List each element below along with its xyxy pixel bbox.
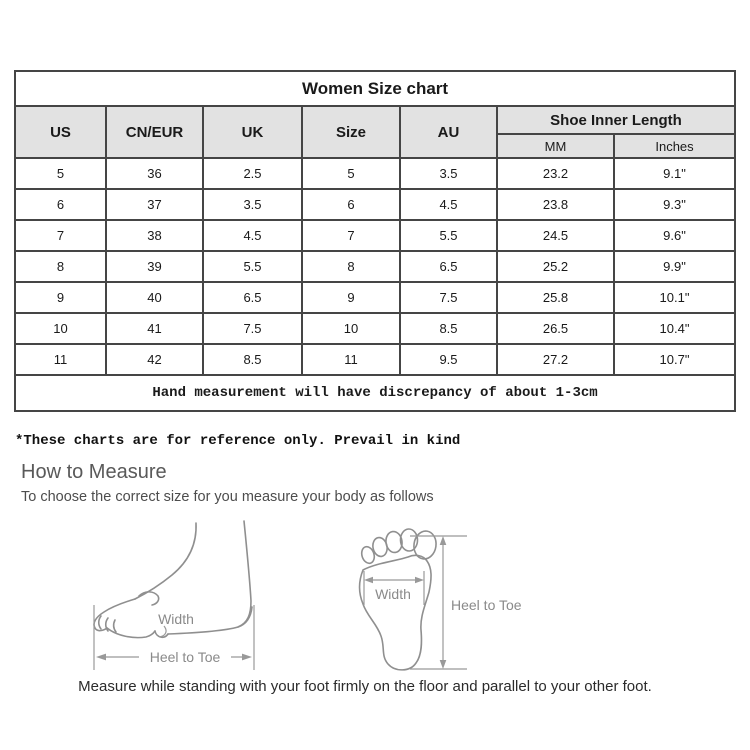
cell-mm: 23.8: [497, 189, 614, 220]
col-header-size: Size: [302, 106, 400, 158]
cell-us: 11: [15, 344, 106, 375]
cell-size: 11: [302, 344, 400, 375]
table-row: [15, 158, 735, 189]
cell-inches: 10.4": [614, 313, 735, 344]
table-row: [15, 220, 735, 251]
footprint-diagram: [352, 513, 564, 677]
cell-au: 9.5: [400, 344, 497, 375]
col-header-uk: UK: [203, 106, 302, 158]
col-header-inner-length: Shoe Inner Length: [497, 106, 735, 134]
width-pointer-line: [159, 626, 166, 637]
footprint-width-label: Width: [375, 586, 411, 602]
cell-uk: 3.5: [203, 189, 302, 220]
cell-au: 6.5: [400, 251, 497, 282]
cell-uk: 7.5: [203, 313, 302, 344]
cell-au: 7.5: [400, 282, 497, 313]
cell-cneur: 39: [106, 251, 203, 282]
cell-mm: 25.8: [497, 282, 614, 313]
cell-cneur: 42: [106, 344, 203, 375]
cell-us: 8: [15, 251, 106, 282]
reference-note: *These charts are for reference only. Prevail in kind: [15, 433, 461, 449]
cell-cneur: 38: [106, 220, 203, 251]
arrow-down-icon: [440, 660, 447, 669]
foot-front-leg-line: [135, 523, 196, 599]
cell-size: 5: [302, 158, 400, 189]
col-header-mm: MM: [497, 134, 614, 158]
cell-inches: 10.1": [614, 282, 735, 313]
table-footnote: Hand measurement will have discrepancy of about 1-3cm: [15, 375, 735, 411]
women-size-chart-table: [14, 70, 736, 412]
col-header-cneur: CN/EUR: [106, 106, 203, 158]
cell-size: 10: [302, 313, 400, 344]
cell-cneur: 37: [106, 189, 203, 220]
measure-caption: Measure while standing with your foot firmly on the floor and parallel to your other foot.: [78, 678, 652, 695]
cell-size: 9: [302, 282, 400, 313]
cell-uk: 6.5: [203, 282, 302, 313]
footprint-length-label: Heel to Toe: [451, 597, 522, 613]
foot-back-leg-line: [238, 521, 251, 627]
table-row: [15, 251, 735, 282]
arrow-up-icon: [440, 536, 447, 545]
cell-au: 4.5: [400, 189, 497, 220]
side-foot-width-label: Width: [158, 611, 194, 627]
how-to-measure-subtitle: To choose the correct size for you measure your body as follows: [21, 489, 434, 505]
table-row: [15, 313, 735, 344]
arrow-right-icon: [242, 654, 252, 661]
cell-au: 5.5: [400, 220, 497, 251]
cell-us: 9: [15, 282, 106, 313]
cell-cneur: 41: [106, 313, 203, 344]
table-row: [15, 344, 735, 375]
cell-us: 5: [15, 158, 106, 189]
cell-inches: 10.7": [614, 344, 735, 375]
cell-size: 6: [302, 189, 400, 220]
table-title: Women Size chart: [15, 71, 735, 106]
cell-us: 6: [15, 189, 106, 220]
table-row: [15, 282, 735, 313]
cell-mm: 26.5: [497, 313, 614, 344]
col-header-inches: Inches: [614, 134, 735, 158]
cell-cneur: 40: [106, 282, 203, 313]
cell-inches: 9.1": [614, 158, 735, 189]
foot-toe-creases: [99, 616, 116, 632]
how-to-measure-heading: How to Measure: [21, 461, 167, 483]
footprint-outline: [360, 555, 431, 670]
cell-inches: 9.6": [614, 220, 735, 251]
col-header-us: US: [15, 106, 106, 158]
col-header-au: AU: [400, 106, 497, 158]
side-foot-diagram: [84, 517, 270, 679]
cell-mm: 23.2: [497, 158, 614, 189]
cell-uk: 4.5: [203, 220, 302, 251]
foot-knuckle-line: [139, 592, 159, 605]
cell-size: 8: [302, 251, 400, 282]
table-row: [15, 189, 735, 220]
cell-inches: 9.3": [614, 189, 735, 220]
side-foot-length-label: Heel to Toe: [149, 649, 221, 665]
arrow-left-icon: [364, 577, 373, 583]
cell-au: 3.5: [400, 158, 497, 189]
cell-mm: 24.5: [497, 220, 614, 251]
cell-size: 7: [302, 220, 400, 251]
cell-us: 7: [15, 220, 106, 251]
cell-uk: 5.5: [203, 251, 302, 282]
arrow-left-icon: [96, 654, 106, 661]
foot-toe-outline: [94, 599, 135, 631]
cell-mm: 25.2: [497, 251, 614, 282]
cell-uk: 8.5: [203, 344, 302, 375]
cell-uk: 2.5: [203, 158, 302, 189]
cell-mm: 27.2: [497, 344, 614, 375]
cell-inches: 9.9": [614, 251, 735, 282]
cell-au: 8.5: [400, 313, 497, 344]
arrow-right-icon: [415, 577, 424, 583]
cell-cneur: 36: [106, 158, 203, 189]
cell-us: 10: [15, 313, 106, 344]
